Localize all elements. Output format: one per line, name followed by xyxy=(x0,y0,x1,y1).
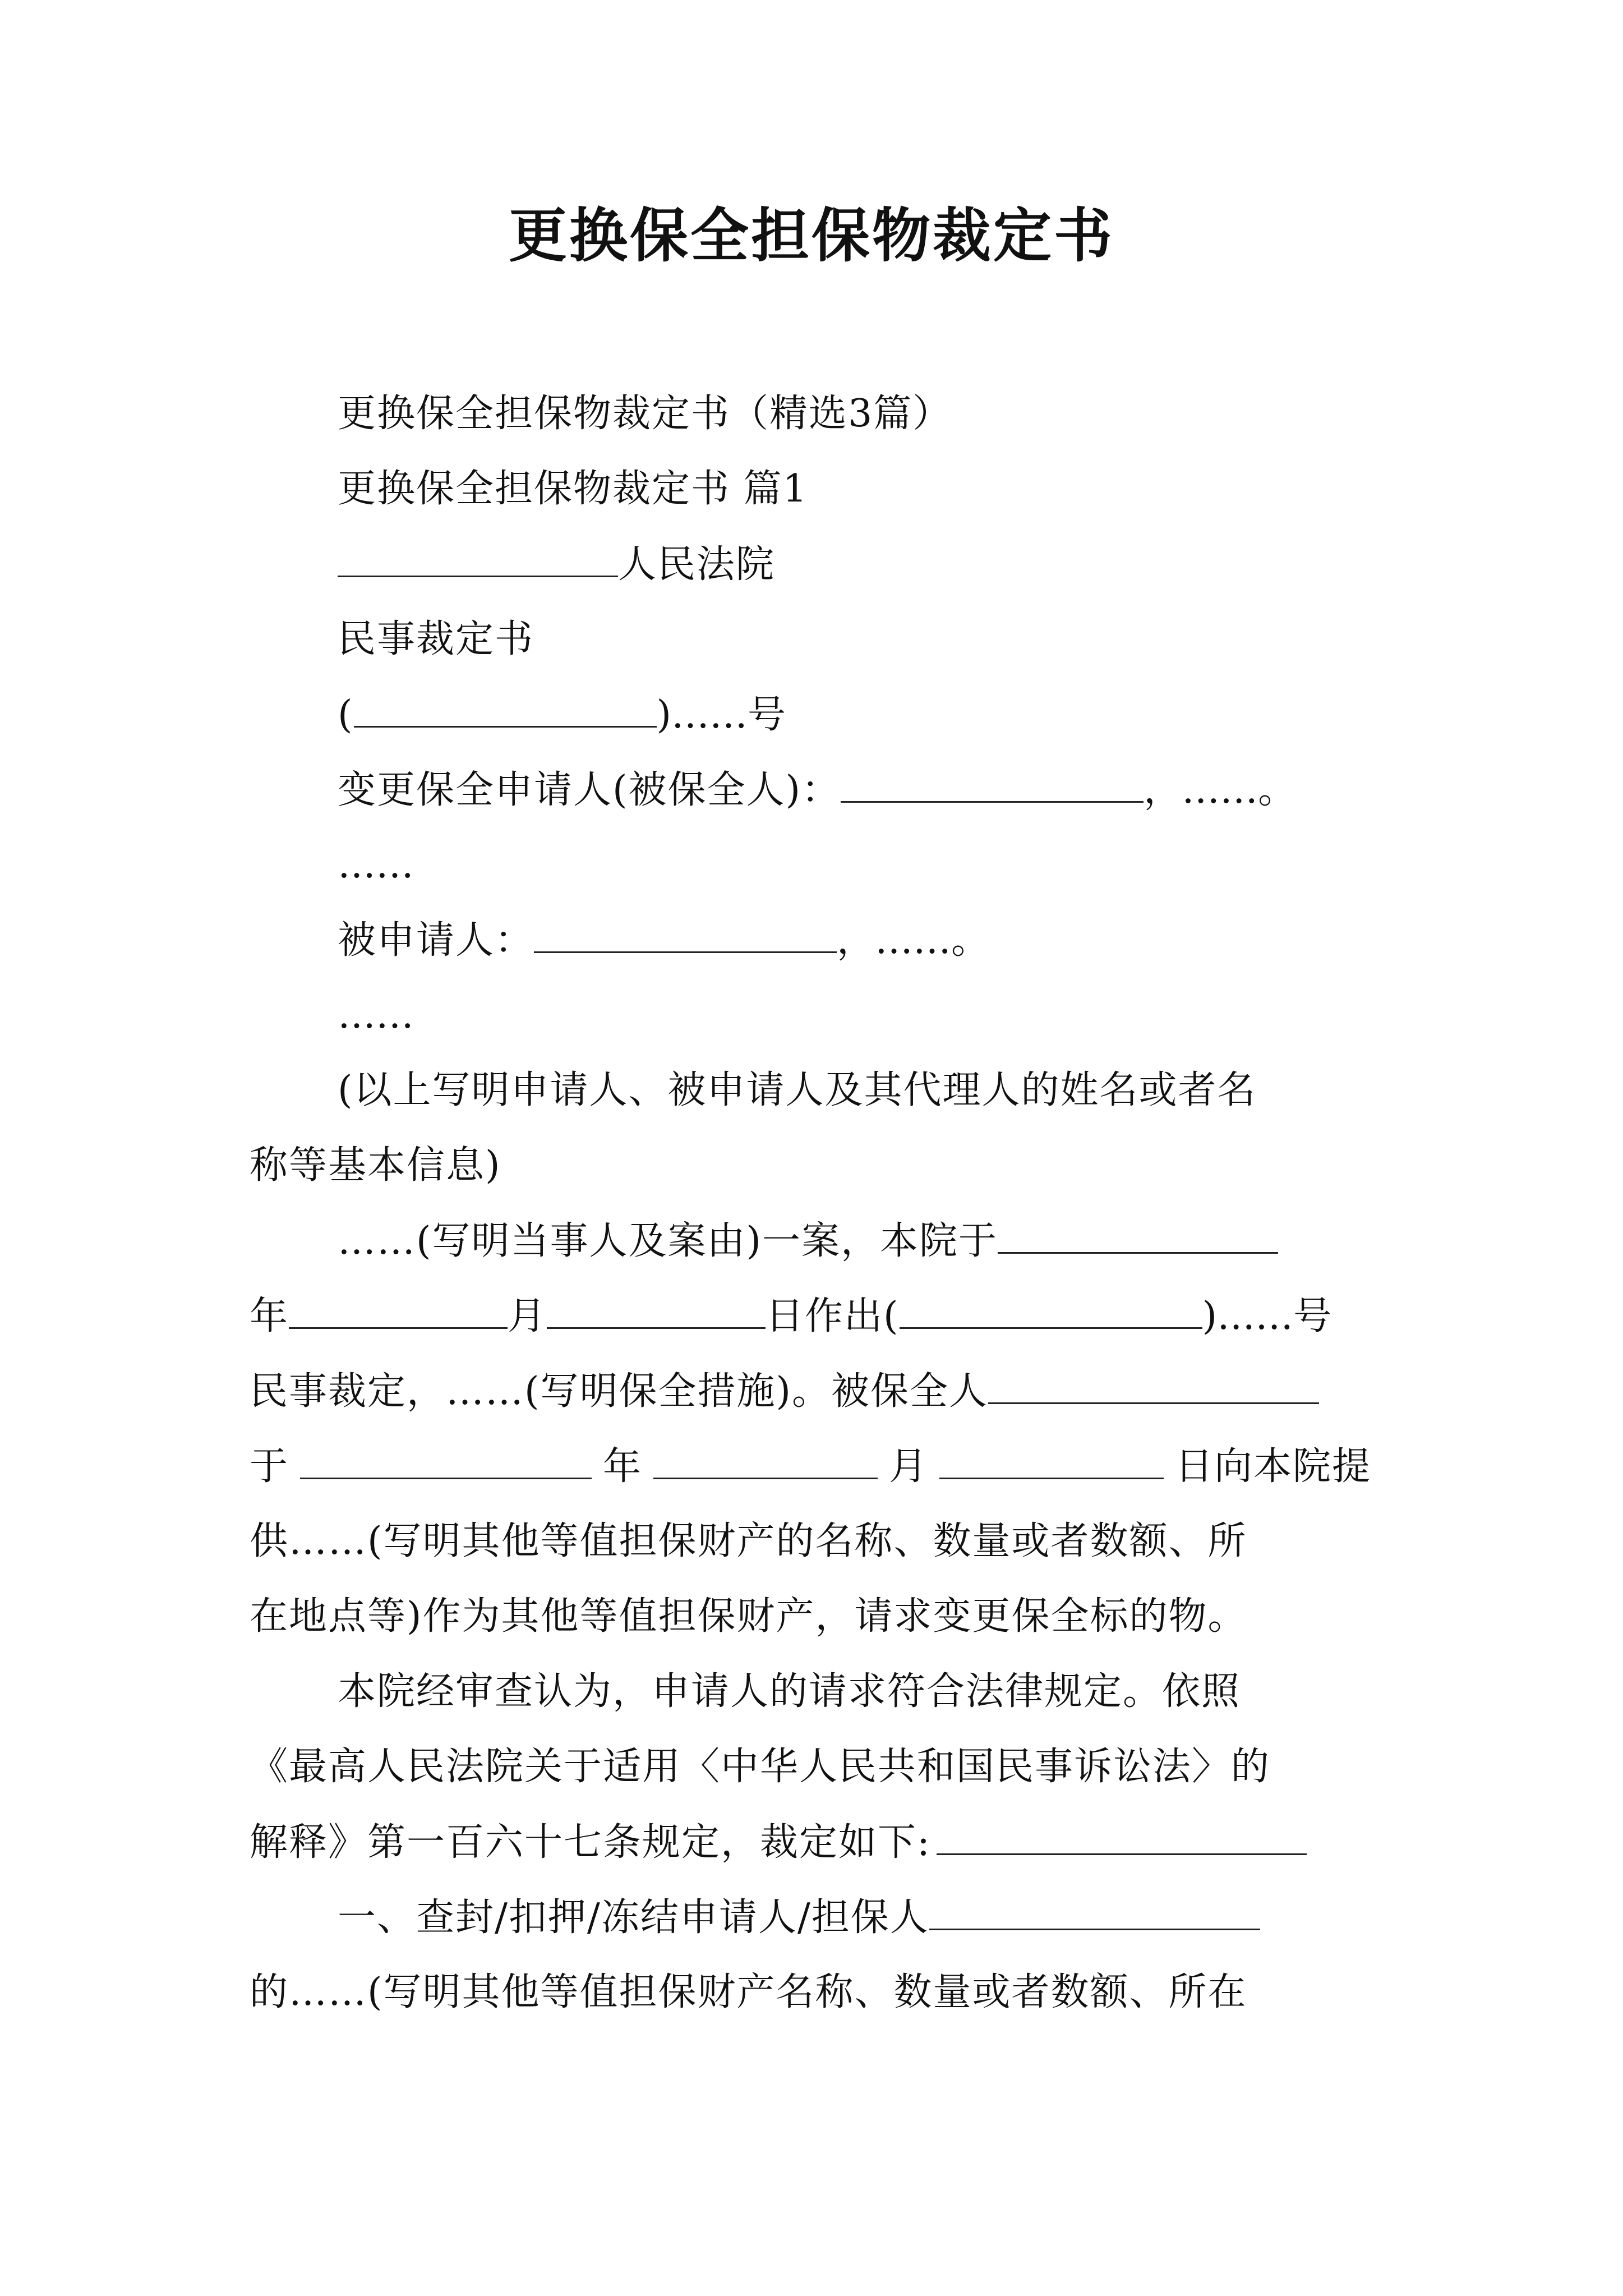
protected-party-blank xyxy=(988,1363,1319,1404)
guarantor-blank xyxy=(929,1889,1260,1930)
ruling-intro-blank xyxy=(937,1814,1307,1855)
month-blank-2 xyxy=(653,1438,878,1479)
paragraph-case-line-4 xyxy=(250,1438,1371,1495)
document-type: 民事裁定书 xyxy=(338,617,534,661)
ruling-item-1-text: 一、查封/扣押/冻结申请人/担保人 xyxy=(338,1895,929,1940)
year-label-1: 年 xyxy=(250,1294,289,1338)
paragraph-info-line-2: 称等基本信息) xyxy=(250,1143,501,1188)
paragraph-review-line-1: 本院经审查认为，申请人的请求符合法律规定。依照 xyxy=(338,1669,1241,1714)
ruling-made-label: 日作出( xyxy=(766,1294,900,1338)
paragraph-case-line-2 xyxy=(250,1288,1331,1345)
respondent-blank xyxy=(534,912,837,953)
year-blank-2 xyxy=(300,1438,592,1479)
case-number-blank xyxy=(354,687,657,728)
case-number-line xyxy=(338,687,786,743)
case-date-blank xyxy=(998,1213,1278,1254)
ruling-number-suffix: )……号 xyxy=(1202,1294,1332,1338)
paragraph-review-line-2: 《最高人民法院关于适用〈中华人民共和国民事诉讼法〉的 xyxy=(250,1745,1271,1789)
month-blank-1 xyxy=(289,1288,508,1329)
ruling-intro: 解释》第一百六十七条规定，裁定如下: xyxy=(250,1820,931,1865)
case-text-3: 民事裁定，……(写明保全措施)。被保全人 xyxy=(250,1369,989,1414)
paragraph-case-line-3 xyxy=(250,1363,1319,1420)
heading-part-1: 更换保全担保物裁定书 篇1 xyxy=(338,467,808,511)
paragraph-info-line-1: (以上写明申请人、被申请人及其代理人的姓名或者名 xyxy=(338,1068,1257,1112)
heading-selection: 更换保全担保物裁定书（精选3篇） xyxy=(338,392,952,436)
ruling-item-1-line-2: 的……(写明其他等值担保财产名称、数量或者数额、所在 xyxy=(250,1970,1247,2014)
respondent-line xyxy=(338,912,989,969)
paragraph-review-line-3 xyxy=(250,1814,1307,1871)
court-name-suffix: 人民法院 xyxy=(618,542,776,587)
paragraph-case-line-6: 在地点等)作为其他等值担保财产，请求变更保全标的物。 xyxy=(250,1594,1247,1639)
respondent-label: 被申请人： xyxy=(338,918,534,963)
day-blank-1 xyxy=(547,1288,766,1329)
case-text-1: ……(写明当事人及案由)一案，本院于 xyxy=(338,1219,998,1263)
month-label-1: 月 xyxy=(508,1294,547,1338)
on-label: 于 xyxy=(250,1444,289,1489)
ellipsis-line-2: …… xyxy=(338,993,414,1037)
ruling-item-1-line-1 xyxy=(338,1889,1260,1946)
applicant-label: 变更保全申请人(被保全人)： xyxy=(338,768,841,812)
ellipsis-line-1: …… xyxy=(338,843,414,887)
applicant-suffix: ，……。 xyxy=(1144,768,1297,812)
paragraph-case-line-5: 供……(写明其他等值担保财产的名称、数量或者数额、所 xyxy=(250,1519,1247,1563)
provided-label: 日向本院提 xyxy=(1175,1444,1372,1489)
case-number-suffix: )……号 xyxy=(656,693,786,737)
respondent-suffix: ，……。 xyxy=(837,918,990,963)
court-name-blank xyxy=(338,536,618,577)
paragraph-case-line-1 xyxy=(338,1213,1278,1269)
ruling-number-blank xyxy=(900,1288,1202,1329)
applicant-blank xyxy=(841,762,1144,803)
document-title: 更换保全担保物裁定书 xyxy=(508,201,1114,270)
month-label-2: 月 xyxy=(889,1444,929,1489)
applicant-line xyxy=(338,762,1296,818)
case-number-open: ( xyxy=(338,693,354,737)
year-label-2: 年 xyxy=(603,1444,643,1489)
court-name-line xyxy=(338,536,775,593)
day-blank-2 xyxy=(939,1438,1164,1479)
